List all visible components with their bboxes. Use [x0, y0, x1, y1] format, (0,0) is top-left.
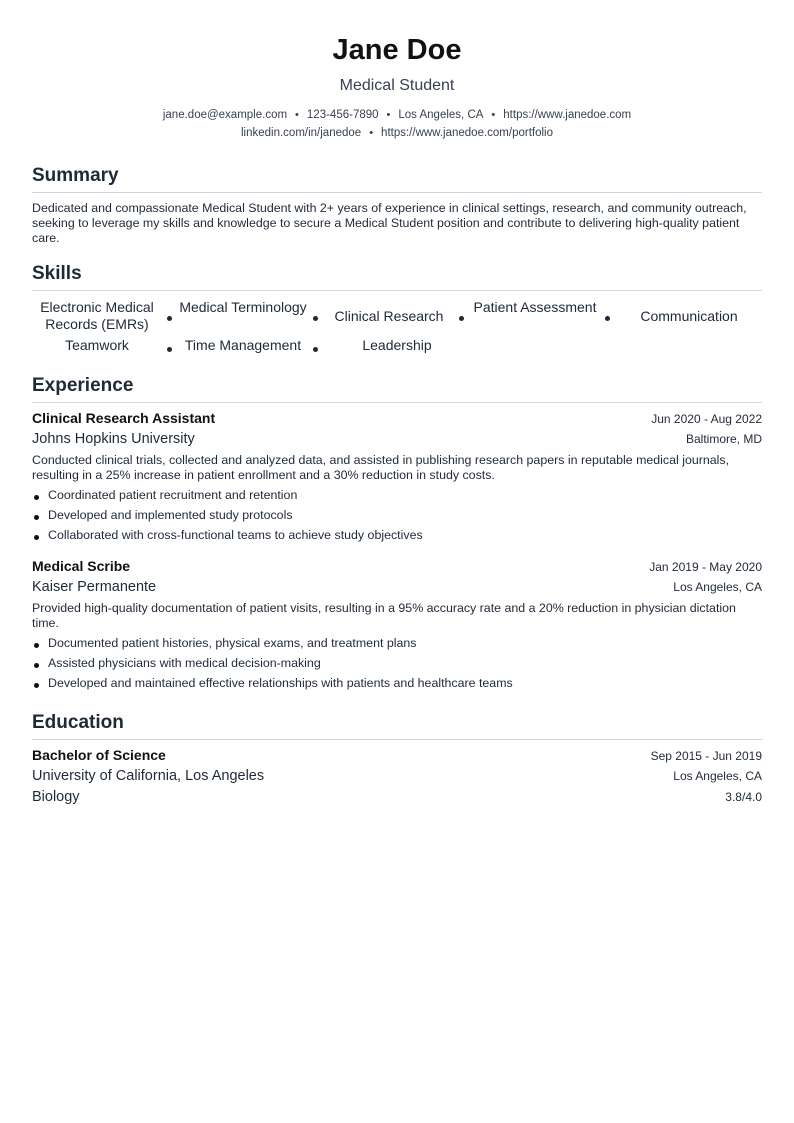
bullet-icon [34, 663, 39, 668]
website-link[interactable]: https://www.janedoe.com [503, 109, 632, 121]
job-title: Clinical Research Assistant [32, 410, 216, 426]
employer-name: Johns Hopkins University [32, 431, 195, 447]
skill-item: Teamwork [65, 337, 129, 353]
bullet-icon [34, 535, 39, 540]
skill-item: Patient Assessment [473, 299, 597, 315]
experience-entry-org-row [32, 431, 762, 451]
linkedin-link[interactable]: linkedin.com/in/janedoe [240, 127, 362, 139]
bullet-icon [34, 495, 39, 500]
experience-heading: Experience [32, 375, 134, 396]
school-location: Los Angeles, CA [673, 769, 762, 783]
separator-dot-icon: • [386, 109, 391, 121]
skill-separator-dot-icon [167, 347, 172, 352]
list-item [32, 674, 762, 692]
skill-separator-dot-icon [605, 316, 610, 321]
experience-entry-header [32, 558, 762, 578]
contact-row-primary [0, 107, 794, 123]
experience-divider [32, 402, 762, 403]
list-item-text: Developed and implemented study protocols [48, 508, 293, 522]
phone-link[interactable]: 123-456-7890 [306, 109, 379, 121]
skill-separator-dot-icon [459, 316, 464, 321]
skill-item: Time Management [184, 337, 302, 353]
list-item [32, 634, 762, 652]
list-item-text: Coordinated patient recruitment and retention [48, 488, 298, 502]
experience-entry-org-row [32, 579, 762, 599]
bullet-icon [34, 643, 39, 648]
employer-name: Kaiser Permanente [32, 579, 157, 595]
job-description: Conducted clinical trials, collected and analyzed data, and assisted in publishing research papers in reputable medical journals, resulting in a 25% increase in patient enrollment and a 30% reduction in study costs. [32, 453, 730, 482]
candidate-name: Jane Doe [332, 34, 462, 66]
list-item-text: Assisted physicians with medical decision-making [48, 656, 321, 670]
job-dates: Jan 2019 - May 2020 [649, 560, 762, 574]
bullet-icon [34, 515, 39, 520]
school-name: University of California, Los Angeles [32, 768, 265, 784]
skill-separator-dot-icon [167, 316, 172, 321]
location-text: Los Angeles, CA [398, 109, 484, 121]
job-location: Los Angeles, CA [673, 580, 762, 594]
job-title: Medical Scribe [32, 558, 131, 574]
education-dates: Sep 2015 - Jun 2019 [650, 749, 762, 763]
field-of-study: Biology [32, 789, 80, 805]
experience-entry-header [32, 410, 762, 430]
list-item [32, 654, 762, 672]
skills-divider [32, 290, 762, 291]
list-item [32, 486, 762, 504]
job-location: Baltimore, MD [685, 432, 762, 446]
skills-heading: Skills [32, 263, 82, 284]
summary-divider [32, 192, 762, 193]
gpa-value: 3.8/4.0 [725, 790, 762, 804]
education-field-row [32, 789, 762, 809]
job-description: Provided high-quality documentation of patient visits, resulting in a 95% accuracy rate and a 20% reduction in physician dictation time. [32, 601, 736, 630]
list-item [32, 506, 762, 524]
list-item [32, 526, 762, 544]
separator-dot-icon: • [369, 127, 374, 139]
candidate-headline: Medical Student [339, 77, 455, 94]
skill-separator-dot-icon [313, 347, 318, 352]
skill-item: Clinical Research [334, 308, 444, 324]
contact-row-secondary [0, 125, 794, 141]
skill-item: Medical Terminology [179, 299, 307, 315]
list-item-text: Collaborated with cross-functional teams to achieve study objectives [48, 528, 423, 542]
summary-text: Dedicated and compassionate Medical Student with 2+ years of experience in clinical settings, research, and community outreach, seeking to leverage my skills and knowledge to secure a Medical Student position and contribute to delivering high-quality patient care. [32, 201, 747, 245]
skill-item: Leadership [362, 337, 432, 353]
education-entry-header [32, 747, 762, 767]
skill-separator-dot-icon [313, 316, 318, 321]
skill-item: Communication [640, 308, 738, 324]
list-item-text: Documented patient histories, physical exams, and treatment plans [48, 636, 417, 650]
separator-dot-icon: • [295, 109, 299, 121]
portfolio-link[interactable]: https://www.janedoe.com/portfolio [381, 127, 553, 139]
job-dates: Jun 2020 - Aug 2022 [651, 412, 762, 426]
separator-dot-icon: • [491, 109, 496, 121]
education-school-row [32, 768, 762, 788]
degree-title: Bachelor of Science [32, 747, 166, 763]
summary-heading: Summary [32, 165, 119, 186]
list-item-text: Developed and maintained effective relationships with patients and healthcare teams [48, 676, 513, 690]
skill-item: Electronic Medical Records (EMRs) [40, 299, 154, 332]
bullet-icon [34, 683, 39, 688]
email-link[interactable]: jane.doe@example.com [162, 109, 288, 121]
education-divider [32, 739, 762, 740]
education-heading: Education [32, 712, 124, 733]
